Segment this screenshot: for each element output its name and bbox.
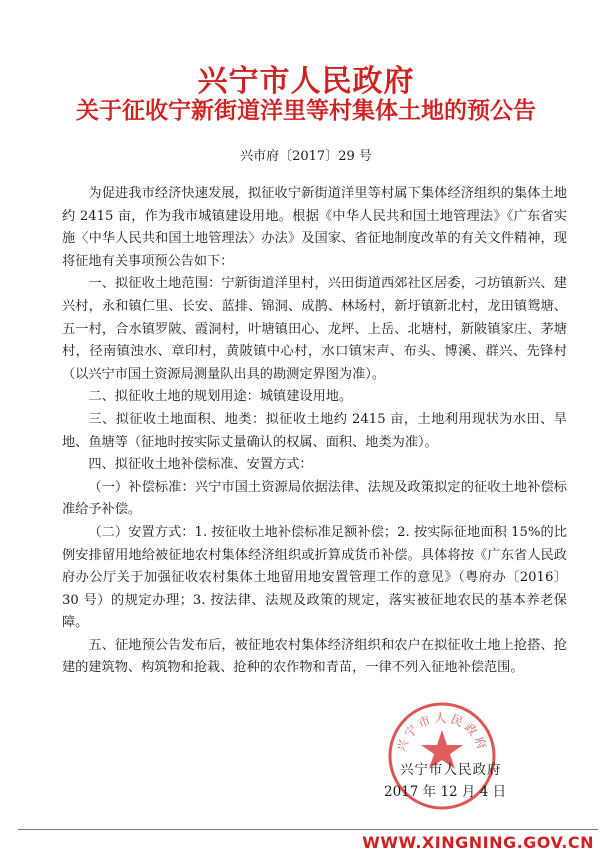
footer-website: WWW.XINGNING.GOV.CN: [362, 833, 594, 852]
section-2-planned-use: 二、拟征收土地的规划用途：城镇建设用地。: [88, 389, 353, 405]
section-4-2-resettlement: （二）安置方式：1. 按征收土地补偿标准足额补偿；2. 按实际征地面积 15%的比例安排留用地给被征地农村集体经济组织或折算成货币补偿。具体将按《广东省人民政府办公厅关于加强征收农村集体土地留用地安置管理工作的意见》（粤府办〔2016〕30 号）的规定办理；3. 按法律、法规及政策的规定，落实被征地农民的基本养老保障。: [62, 524, 567, 631]
section-5-notice: 五、征地预公告发布后，被征地农村集体经济组织和农户在拟征收土地上抢搭、抢建的建筑物、构筑物和抢栽、抢种的农作物和青苗，一律不列入征地补偿范围。: [62, 637, 567, 676]
document-title: 兴宁市人民政府: [197, 64, 415, 99]
section-4-compensation-heading: 四、拟征收土地补偿标准、安置方式：: [88, 457, 313, 473]
intro-paragraph: 为促进我市经济快速发展，拟征收宁新街道洋里等村属下集体经济组织的集体土地约 2415 亩，作为我市城镇建设用地。根据《中华人民共和国土地管理法》《广东省实施〈中华人民共和国土地管理法〉办法》及国家、省征地制度改革的有关文件精神，现将征地有关事项预公告如下：: [62, 186, 567, 269]
footer-divider: [18, 829, 598, 830]
signature-date: 2017 年 12 月 4 日: [384, 784, 507, 800]
document-number: 兴市府〔2017〕29 号: [240, 149, 372, 164]
document-subtitle: 关于征收宁新街道洋里等村集体土地的预公告: [76, 97, 536, 124]
signature-organization: 兴宁市人民政府: [400, 762, 502, 778]
section-4-1-compensation-standard: （一）补偿标准：兴宁市国土资源局依据法律、法规及政策拟定的征收土地补偿标准给予补偿。: [62, 479, 567, 518]
document-body: [62, 183, 567, 680]
seal-text: 兴宁市人民政府: [393, 711, 491, 754]
section-1-land-scope: 一、拟征收土地范围：宁新街道洋里村，兴田街道西郊社区居委，刁坊镇新兴、建兴村，永和镇仁里、长安、蓝排、锦洞、成鹊、林场村，新圩镇新北村，龙田镇鸳塘、五一村，合水镇罗陂、霞洞村，叶塘镇田心、龙坪、上岳、北塘村，新陂镇家庄、茅塘村，径南镇浊水、章印村，黄陂镇中心村，水口镇宋声、布头、博溪、群兴、先锋村（以兴宁市国土资源局测量队出具的勘测定界图为准）。: [62, 276, 567, 382]
section-3-land-area: 三、拟征收土地面积、地类：拟征收土地约 2415 亩，土地利用现状为水田、旱地、鱼塘等（征地时按实际丈量确认的权属、面积、地类为准）。: [62, 411, 567, 450]
